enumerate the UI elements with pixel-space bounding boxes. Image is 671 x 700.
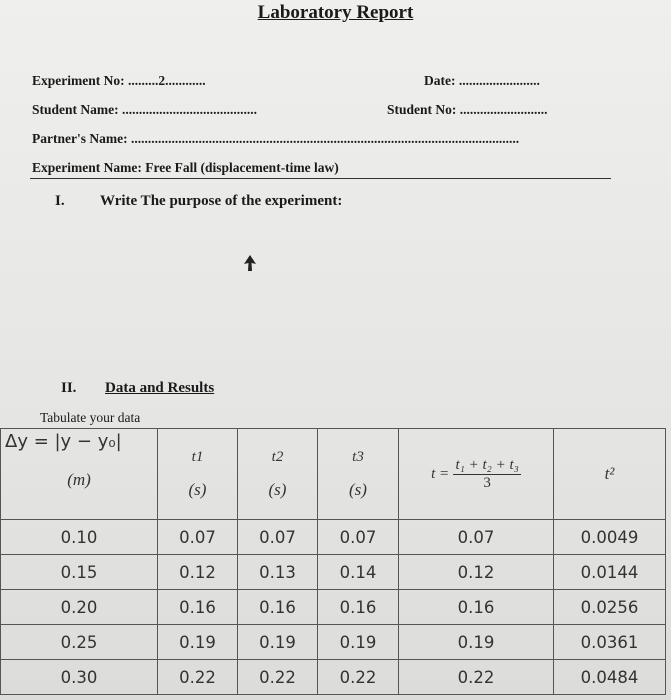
table-row <box>1 520 666 555</box>
cell-t3: 0.14 <box>318 555 399 590</box>
header-displacement <box>1 429 158 520</box>
cell-t2: 0.22 <box>238 660 318 695</box>
cell-t2: 0.16 <box>238 590 318 625</box>
cell-displacement: 0.25 <box>1 625 158 660</box>
cell-t-average: 0.16 <box>399 590 554 625</box>
header-t-average-lhs: t = <box>431 465 450 482</box>
header-t3-unit: (s) <box>349 479 367 499</box>
cell-t-squared: 0.0049 <box>554 520 666 555</box>
table-row <box>1 590 666 625</box>
cell-displacement: 0.30 <box>1 660 158 695</box>
header-t2 <box>238 429 318 520</box>
data-table <box>0 428 666 695</box>
header-t-average <box>399 429 554 520</box>
cell-t-squared: 0.0361 <box>554 625 666 660</box>
header-t3-label: t3 <box>352 448 364 465</box>
mouse-cursor-icon <box>243 254 257 272</box>
cell-t-average: 0.12 <box>399 555 554 590</box>
cell-t1: 0.12 <box>158 555 238 590</box>
cell-t1: 0.07 <box>158 520 238 555</box>
section2-number: II. <box>61 380 77 396</box>
header-t2-unit: (s) <box>268 479 287 499</box>
header-t-average-numerator: t₁ + t₂ + t₃ <box>455 456 519 473</box>
cell-displacement: 0.15 <box>1 555 158 590</box>
cell-displacement: 0.10 <box>1 520 158 555</box>
section2-heading: Data and Results <box>105 380 215 396</box>
section1-heading: Write The purpose of the experiment: <box>100 193 343 209</box>
partner-name: Partner's Name: ................................................................................................................... <box>32 131 520 146</box>
cell-t3: 0.16 <box>318 590 399 625</box>
experiment-name: Experiment Name: Free Fall (displacement-time law) <box>32 160 339 175</box>
date-field: Date: ........................ <box>424 73 540 88</box>
cell-t3: 0.07 <box>318 520 399 555</box>
header-displacement-formula: Δy = |y − y₀| <box>5 431 122 452</box>
table-row <box>1 660 666 695</box>
cell-t2: 0.07 <box>238 520 318 555</box>
student-name: Student Name: ........................................ <box>32 102 257 117</box>
cell-displacement: 0.20 <box>1 590 158 625</box>
header-t-average-denominator: 3 <box>483 474 491 491</box>
header-t1-label: t1 <box>191 448 204 465</box>
header-t-squared <box>554 429 666 520</box>
section1-number: I. <box>55 193 65 209</box>
header-displacement-unit: (m) <box>67 470 91 489</box>
cell-t1: 0.19 <box>158 625 238 660</box>
table-header-row <box>1 429 666 520</box>
header-t1-unit: (s) <box>188 479 207 499</box>
experiment-no: Experiment No: .........2............ <box>32 73 206 88</box>
report-title: Laboratory Report <box>257 2 414 23</box>
cell-t-squared: 0.0484 <box>554 660 666 695</box>
header-t-average-fraction <box>453 457 520 492</box>
cell-t2: 0.13 <box>238 555 318 590</box>
cell-t-average: 0.19 <box>399 625 554 660</box>
divider <box>30 178 611 179</box>
tabulate-caption: Tabulate your data <box>40 410 141 425</box>
header-t2-label: t2 <box>271 448 284 465</box>
table-row <box>1 555 666 590</box>
table-row <box>1 625 666 660</box>
header-t3 <box>318 429 399 520</box>
cell-t-average: 0.22 <box>399 660 554 695</box>
cell-t-squared: 0.0144 <box>554 555 666 590</box>
cell-t3: 0.19 <box>318 625 399 660</box>
cell-t-squared: 0.0256 <box>554 590 666 625</box>
student-no: Student No: .......................... <box>387 102 548 117</box>
cell-t2: 0.19 <box>238 625 318 660</box>
cell-t1: 0.16 <box>158 590 238 625</box>
header-t1 <box>158 429 238 520</box>
cell-t-average: 0.07 <box>399 520 554 555</box>
cell-t1: 0.22 <box>158 660 238 695</box>
header-t-squared-label: t² <box>604 464 615 483</box>
cell-t3: 0.22 <box>318 660 399 695</box>
